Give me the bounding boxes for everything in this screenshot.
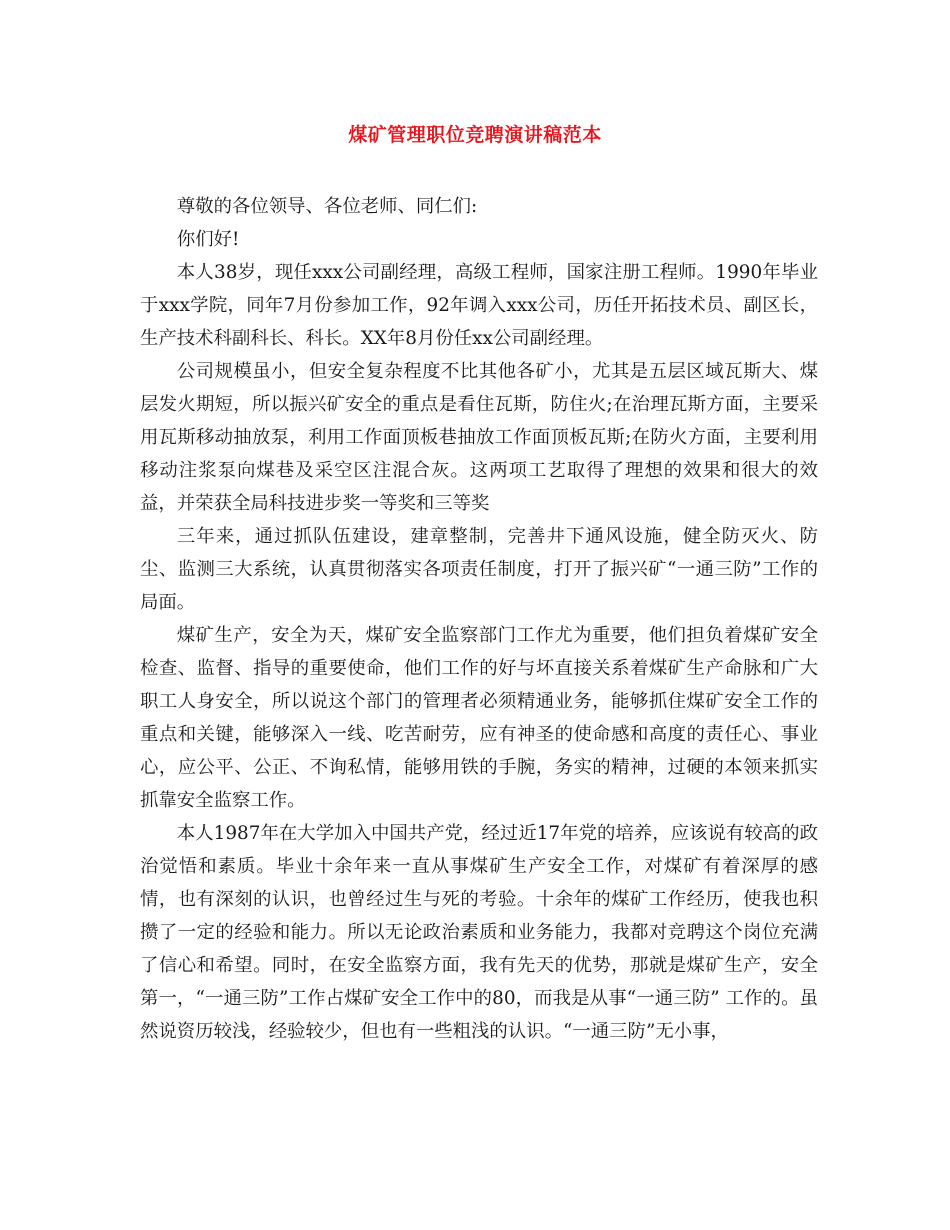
paragraph-company-safety: 公司规模虽小，但安全复杂程度不比其他各矿小，尤其是五层区域瓦斯大、煤层发火期短，所以振兴矿安全的重点是看住瓦斯，防住火;在治理瓦斯方面，主要采用瓦斯移动抽放泵，利用工作面顶板巷抽放工作面顶板瓦斯;在防火方面，主要利用移动注浆泵向煤巷及采空区注混合灰。这两项工艺取得了理想的效果和很大的效益，并荣获全局科技进步奖一等奖和三等奖	[140, 361, 818, 514]
paragraph-salutation: 尊敬的各位领导、各位老师、同仁们:	[176, 196, 478, 217]
document-body	[140, 190, 818, 1048]
paragraph-safety-department: 煤矿生产，安全为天，煤矿安全监察部门工作尤为重要，他们担负着煤矿安全检查、监督、指导的重要使命，他们工作的好与坏直接关系着煤矿生产命脉和广大职工人身安全，所以说这个部门的管理者必须精通业务，能够抓住煤矿安全工作的重点和关键，能够深入一线、吃苦耐劳，应有神圣的使命感和高度的责任心、事业心，应公平、公正、不询私情，能够用铁的手腕，务实的精神，过硬的本领来抓实抓靠安全监察工作。	[140, 625, 818, 811]
paragraph-self-introduction: 本人38岁，现任xxx公司副经理，高级工程师，国家注册工程师。1990年毕业于xxx学院，同年7月份参加工作，92年调入xxx公司，历任开拓技术员、副区长，生产技术科副科长、科长。XX年8月份任xx公司副经理。	[140, 262, 818, 349]
paragraph-qualifications: 本人1987年在大学加入中国共产党，经过近17年党的培养，应该说有较高的政治觉悟和素质。毕业十余年来一直从事煤矿生产安全工作，对煤矿有着深厚的感情，也有深刻的认识，也曾经过生与死的考验。十余年的煤矿工作经历，使我也积攒了一定的经验和能力。所以无论政治素质和业务能力，我都对竞聘这个岗位充满了信心和希望。同时，在安全监察方面，我有先天的优势，那就是煤矿生产，安全第一，“一通三防”工作占煤矿安全工作中的80，而我是从事“一通三防” 工作的。虽然说资历较浅，经验较少，但也有一些粗浅的认识。“一通三防”无小事，	[140, 823, 818, 1042]
paragraph-three-years: 三年来，通过抓队伍建设，建章整制，完善井下通风设施，健全防灭火、防尘、监测三大系统，认真贯彻落实各项责任制度，打开了振兴矿“一通三防”工作的局面。	[140, 526, 818, 613]
document-title: 煤矿管理职位竞聘演讲稿范本	[348, 124, 602, 146]
paragraph-greeting: 你们好!	[176, 229, 240, 250]
